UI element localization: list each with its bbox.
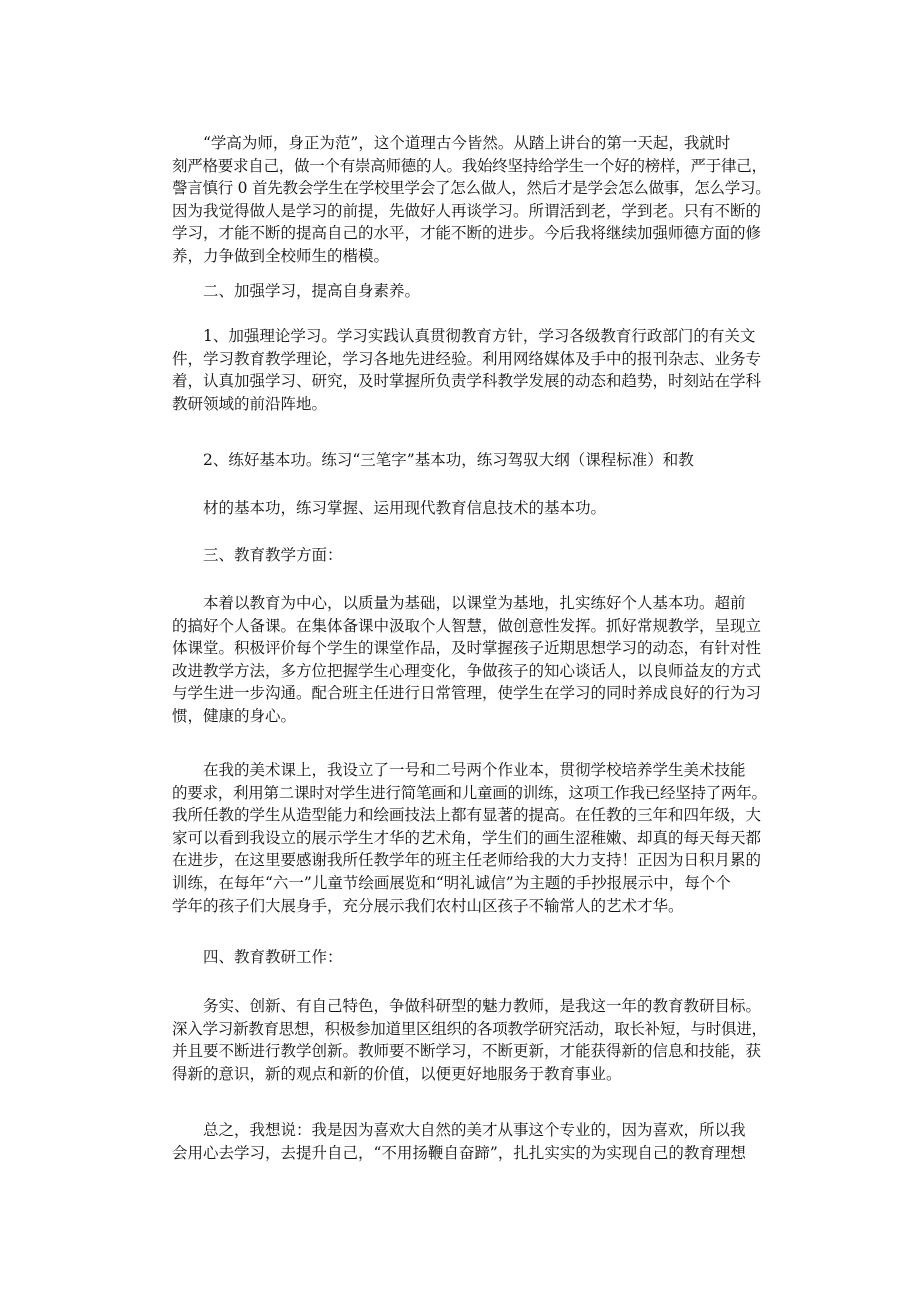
text-line: 1、加强理论学习。学习实践认真贯彻教育方针，学习各级教育行政部门的有关文 xyxy=(172,327,756,345)
paragraph-research xyxy=(172,995,772,1085)
section-heading-study xyxy=(172,280,772,303)
text-line: 并且要不断进行教学创新。教师要不断学习，不断更新，才能获得新的信息和技能，获 xyxy=(172,1042,762,1061)
paragraph-theory-study xyxy=(172,325,772,415)
text-line: 与学生进一步沟通。配合班主任进行日常管理，使学生在学习的同时养成良好的行为习 xyxy=(172,684,762,703)
section-heading-teaching xyxy=(172,544,772,567)
text-line: 深入学习新教育思想，积极参加道里区组织的各项教学研究活动，取长补短，与时俱进， xyxy=(172,1019,767,1038)
paragraph-conclusion xyxy=(172,1119,772,1164)
text-line: 的要求，利用第二课时对学生进行简笔画和儿童画的训练，这项工作我已经坚持了两年。 xyxy=(172,783,767,802)
text-line: 材的基本功，练习掌握、运用现代教育信息技术的基本功。 xyxy=(172,499,607,517)
paragraph-teaching xyxy=(172,592,772,728)
text-line: 本着以教育为中心，以质量为基础，以课堂为基地，扎实练好个人基本功。超前 xyxy=(172,594,746,612)
text-line: 学习，才能不断的提高自己的水平，才能不断的进步。今后我将继续加强师德方面的修 xyxy=(172,224,762,243)
text-line: 惯，健康的身心。 xyxy=(172,706,297,725)
paragraph-teacher-ethics xyxy=(172,132,772,268)
text-line: 学年的孩子们大展身手，充分展示我们农村山区孩子不输常人的艺术才华。 xyxy=(172,896,684,915)
text-line: 务实、创新、有自己特色，争做科研型的魅力教师，是我这一年的教育教研目标。 xyxy=(172,997,762,1015)
text-line: 2、练好基本功。练习“三笔字”基本功，练习驾驭大纲（课程标准）和教 xyxy=(172,451,694,469)
text-line: “学高为师，身正为范”，这个道理古今皆然。从踏上讲台的第一天起，我就时 xyxy=(172,134,731,152)
text-line: 的搞好个人备课。在集体备课中汲取个人智慧，做创意性发挥。抓好常规教学，呈现立 xyxy=(172,616,762,635)
paragraph-basic-skills xyxy=(172,449,772,472)
text-line: 件，学习教育教学理论，学习各地先进经验。利用网络媒体及手中的报刊杂志、业务专 xyxy=(172,349,762,368)
heading-line: 三、教育教学方面： xyxy=(172,546,343,564)
text-line: 总之，我想说：我是因为喜欢大自然的美才从事这个专业的，因为喜欢，所以我 xyxy=(172,1121,746,1139)
heading-line: 四、教育教研工作： xyxy=(172,948,343,966)
text-line: 教研领域的前沿阵地。 xyxy=(172,394,328,413)
text-line: 在进步，在这里要感谢我所任教学年的班主任老师给我的大力支持！正因为日积月累的 xyxy=(172,851,762,870)
section-heading-research xyxy=(172,946,772,969)
text-line: 养，力争做到全校师生的楷模。 xyxy=(172,246,390,265)
text-line: 着，认真加强学习、研究，及时掌握所负责学科教学发展的动态和趋势，时刻站在学科 xyxy=(172,372,762,391)
text-line: 改进教学方法，多方位把握学生心理变化，争做孩子的知心谈话人，以良师益友的方式 xyxy=(172,661,762,680)
text-line: 刻严格要求自己，做一个有崇高师德的人。我始终坚持给学生一个好的榜样，严于律己， xyxy=(172,156,767,175)
text-line: 家可以看到我设立的展示学生才华的艺术角，学生们的画生涩稚嫩、却真的每天每天都 xyxy=(172,828,762,847)
text-line: 因为我觉得做人是学习的前提，先做好人再谈学习。所谓活到老，学到老。只有不断的 xyxy=(172,201,762,220)
text-line: 在我的美术课上，我设立了一号和二号两个作业本，贯彻学校培养学生美术技能 xyxy=(172,761,746,779)
text-line: 训练，在每年“六一”儿童节绘画展览和“明礼诚信”为主题的手抄报展示中，每个个 xyxy=(172,873,731,892)
paragraph-basic-skills-continued xyxy=(172,497,772,520)
heading-line: 二、加强学习，提高自身素养。 xyxy=(172,282,421,300)
text-line: 我所任教的学生从造型能力和绘画技法上都有显著的提高。在任教的三年和四年级，大 xyxy=(172,806,762,825)
text-line: 会用心去学习，去提升自己，“不用扬鞭自奋蹄”，扎扎实实的为实现自己的教育理想 xyxy=(172,1143,746,1162)
paragraph-art-class xyxy=(172,759,772,917)
text-line: 謦言慎行 0 首先教会学生在学校里学会了怎么做人，然后才是学会怎么做事，怎么学习。 xyxy=(172,179,771,198)
text-line: 体课堂。积极评价每个学生的课堂作品，及时掌握孩子近期思想学习的动态，有针对性 xyxy=(172,639,762,658)
text-line: 得新的意识，新的观点和新的价值，以便更好地服务于教育事业。 xyxy=(172,1064,622,1083)
